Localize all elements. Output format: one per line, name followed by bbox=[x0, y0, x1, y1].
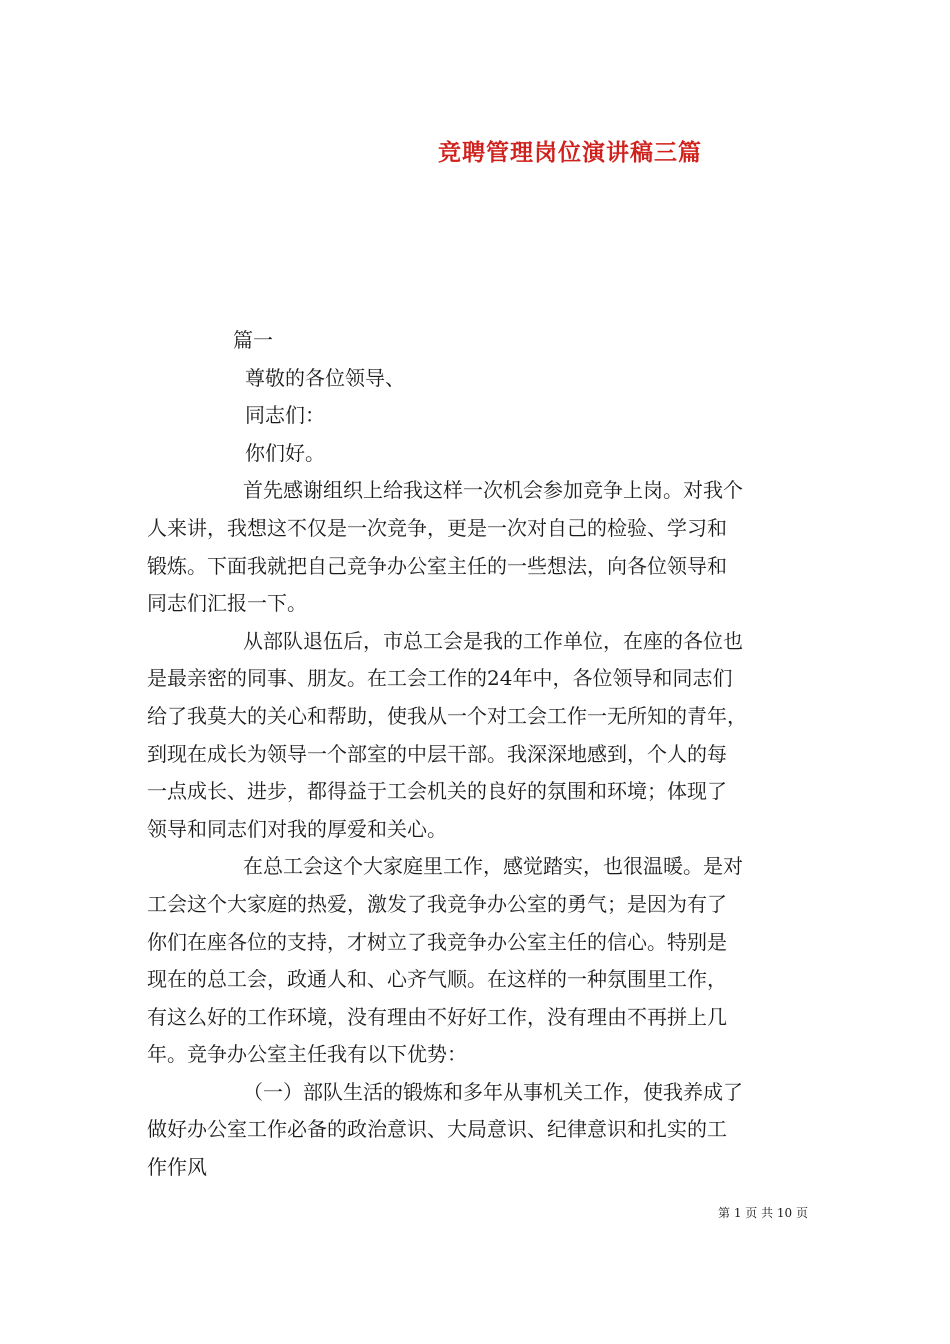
paragraph-line: 首先感谢组织上给我这样一次机会参加竞争上岗。对我个 bbox=[243, 478, 743, 503]
list-item-line: 做好办公室工作必备的政治意识、大局意识、纪律意识和扎实的工 bbox=[147, 1117, 727, 1142]
section-heading: 篇一 bbox=[233, 328, 273, 352]
paragraph-line: 从部队退伍后，市总工会是我的工作单位，在座的各位也 bbox=[243, 628, 743, 653]
paragraph-line: 到现在成长为领导一个部室的中层干部。我深深地感到，个人的每 bbox=[147, 741, 727, 766]
paragraph-line: 有这么好的工作环境，没有理由不好好工作，没有理由不再拼上几 bbox=[147, 1004, 727, 1029]
document-title: 竞聘管理岗位演讲稿三篇 bbox=[438, 139, 702, 166]
list-item-line: （一）部队生活的锻炼和多年从事机关工作，使我养成了 bbox=[243, 1079, 743, 1104]
paragraph-line: 人来讲，我想这不仅是一次竞争，更是一次对自己的检验、学习和 bbox=[147, 515, 727, 540]
paragraph-line: 给了我莫大的关心和帮助，使我从一个对工会工作一无所知的青年， bbox=[147, 703, 747, 728]
paragraph-line: 工会这个大家庭的热爱，激发了我竞争办公室的勇气；是因为有了 bbox=[147, 891, 727, 916]
greeting-line: 尊敬的各位领导、 bbox=[245, 365, 405, 390]
paragraph-line: 年。竞争办公室主任我有以下优势： bbox=[147, 1042, 467, 1067]
paragraph-line: 锻炼。下面我就把自己竞争办公室主任的一些想法，向各位领导和 bbox=[147, 553, 727, 578]
page-number-footer: 第 1 页 共 10 页 bbox=[718, 1206, 808, 1220]
greeting-line: 你们好。 bbox=[245, 440, 325, 465]
document-body bbox=[147, 322, 807, 1187]
greeting-line: 同志们： bbox=[245, 403, 325, 428]
paragraph-line: 现在的总工会，政通人和、心齐气顺。在这样的一种氛围里工作， bbox=[147, 967, 727, 992]
paragraph-line: 同志们汇报一下。 bbox=[147, 591, 307, 616]
list-item-line: 作作风 bbox=[147, 1155, 207, 1180]
paragraph-line: 领导和同志们对我的厚爱和关心。 bbox=[147, 816, 447, 841]
paragraph-line: 是最亲密的同事、朋友。在工会工作的24年中，各位领导和同志们 bbox=[147, 666, 733, 691]
paragraph-line: 你们在座各位的支持，才树立了我竞争办公室主任的信心。特别是 bbox=[147, 929, 727, 954]
paragraph-line: 在总工会这个大家庭里工作，感觉踏实，也很温暖。是对 bbox=[243, 854, 743, 879]
paragraph-line: 一点成长、进步，都得益于工会机关的良好的氛围和环境；体现了 bbox=[147, 779, 727, 804]
